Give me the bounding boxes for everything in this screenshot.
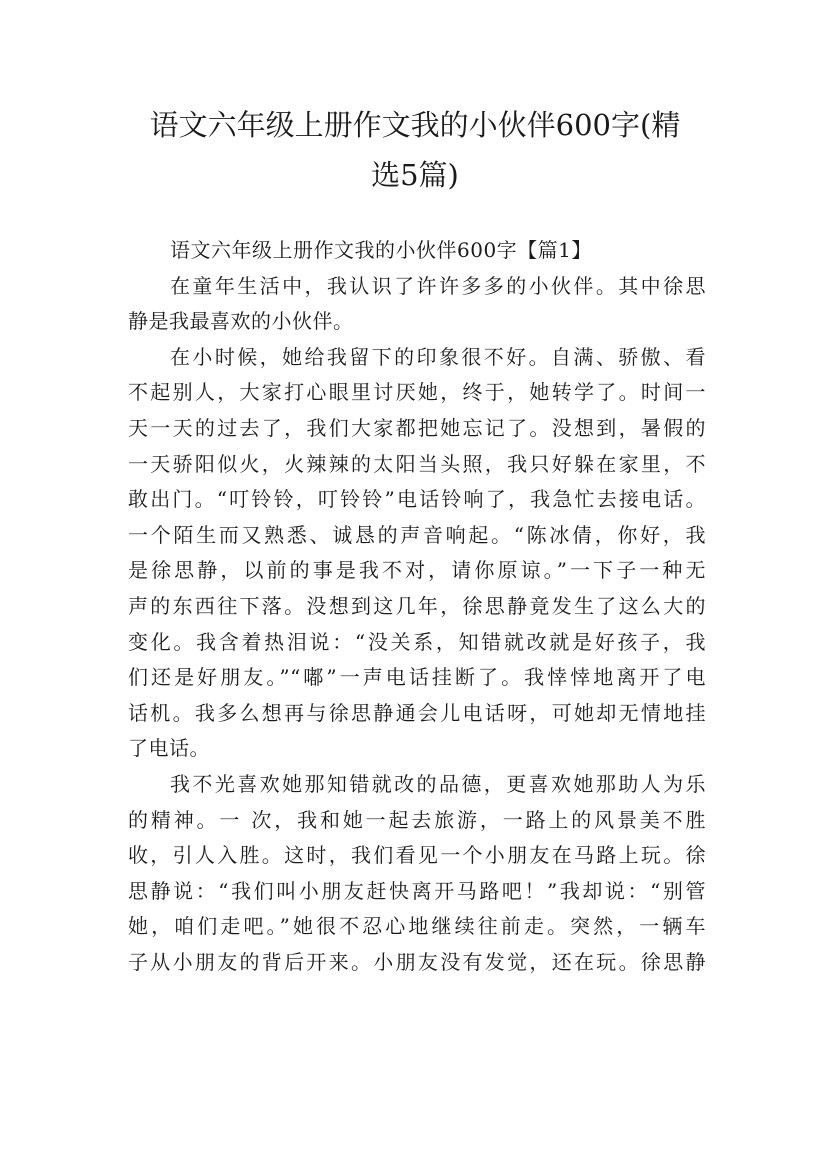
text-line: 不起别人，大家打心眼里讨厌她，终于，她转学了。时间一 (128, 380, 706, 405)
document-body (128, 233, 706, 980)
document-title (120, 100, 710, 200)
text-line: 们还是好朋友。”“嘟”一声电话挂断了。我悻悻地离开了电 (128, 665, 706, 690)
text-line: 一天骄阳似火，火辣辣的太阳当头照，我只好躲在家里，不 (128, 451, 706, 476)
text-line: 一个陌生而又熟悉、诚恳的声音响起。“陈冰倩，你好，我 (128, 522, 706, 547)
text-line: 收，引人入胜。这时，我们看见一个小朋友在马路上玩。徐 (128, 843, 706, 868)
text-line: 我不光喜欢她那知错就改的品德，更喜欢她那助人为乐 (170, 771, 706, 796)
text-line: 话机。我多么想再与徐思静通会儿电话呀，可她却无情地挂 (128, 700, 706, 725)
text-line: 的精神。一 次，我和她一起去旅游，一路上的风景美不胜 (128, 807, 706, 832)
text-line: 语文六年级上册作文我的小伙伴600字【篇1】 (170, 238, 592, 262)
text-line: 天一天的过去了，我们大家都把她忘记了。没想到，暑假的 (128, 415, 706, 440)
text-line: 思静说：“我们叫小朋友赶快离开马路吧！”我却说：“别管 (128, 878, 706, 903)
text-line: 子从小朋友的背后开来。小朋友没有发觉，还在玩。徐思静 (128, 949, 706, 974)
text-line: 在小时候，她给我留下的印象很不好。自满、骄傲、看 (170, 344, 706, 369)
text-line: 了电话。 (128, 736, 210, 761)
text-line: 是徐思静，以前的事是我不对，请你原谅。”一下子一种无 (128, 558, 706, 583)
text-line: 她，咱们走吧。”她很不忍心地继续往前走。突然，一辆车 (128, 914, 706, 939)
text-line: 声的东西往下落。没想到这几年，徐思静竟发生了这么大的 (128, 593, 706, 618)
title-line-1: 语文六年级上册作文我的小伙伴600字(精 (149, 108, 681, 142)
text-line: 在童年生活中，我认识了许许多多的小伙伴。其中徐思 (170, 273, 706, 298)
text-line: 静是我最喜欢的小伙伴。 (128, 309, 354, 334)
title-line-2: 选5篇) (371, 158, 459, 192)
text-line: 变化。我含着热泪说：“没关系，知错就改就是好孩子，我 (128, 629, 706, 654)
text-line: 敢出门。“叮铃铃，叮铃铃”电话铃响了，我急忙去接电话。 (128, 487, 706, 512)
